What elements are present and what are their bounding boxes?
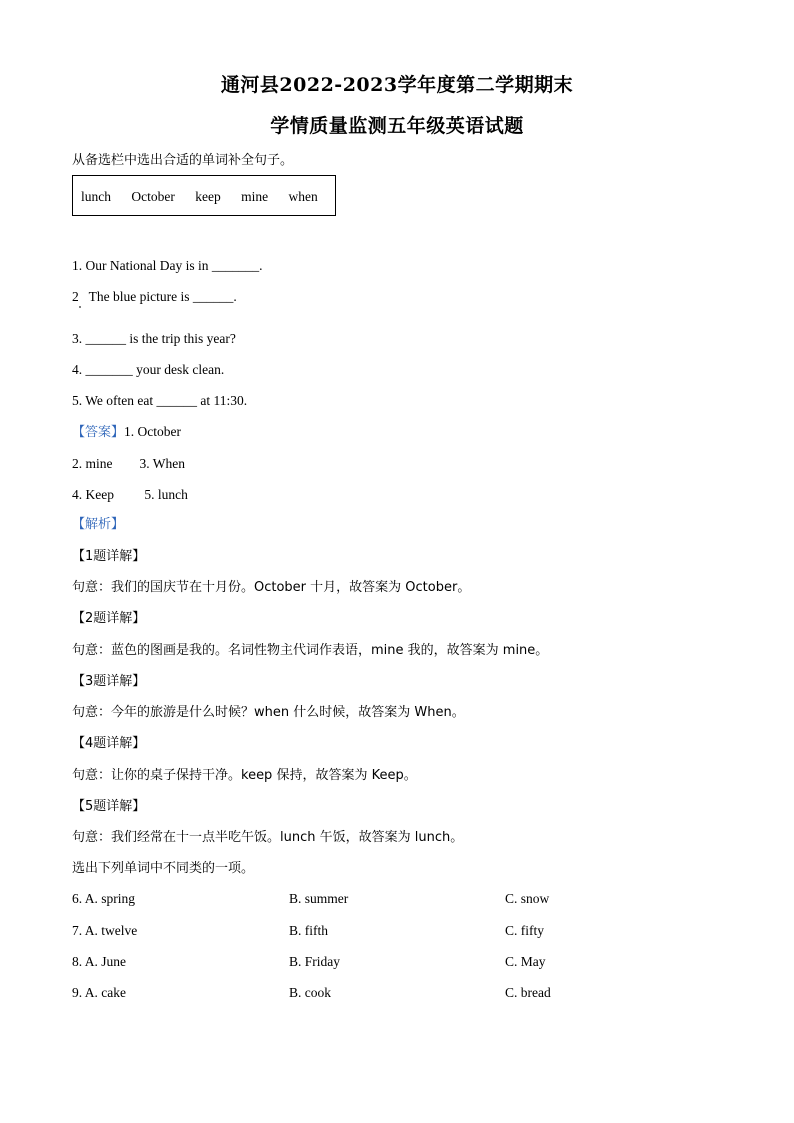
analysis-label: 【解析】: [72, 517, 125, 532]
word-bank-item: keep: [195, 189, 221, 204]
answer-row-3: 4. Keep 5. lunch: [72, 487, 188, 502]
word-bank-item: lunch: [81, 189, 111, 204]
detail-4-text: 句意：让你的桌子保持干净。keep 保持，故答案为 Keep。: [72, 768, 417, 783]
question-4: 4. _______ your desk clean.: [72, 362, 225, 377]
answer-text: 1. October: [124, 424, 181, 439]
q7-option-b: B. fifth: [289, 923, 328, 938]
word-bank-box: [72, 175, 336, 216]
exam-title-line-1: 通河县2022-2023学年度第二学期期末: [220, 74, 574, 96]
answer-row-2: 2. mine 3. When: [72, 456, 185, 471]
detail-1-text: 句意：我们的国庆节在十月份。October 十月，故答案为 October。: [72, 580, 471, 595]
word-bank-item: mine: [241, 189, 269, 204]
part2-instruction: 选出下列单词中不同类的一项。: [72, 861, 255, 876]
q6-option-b: B. summer: [289, 891, 349, 906]
q9-option-b: B. cook: [289, 985, 331, 1000]
q9-option-c: C. bread: [505, 985, 551, 1000]
stray-dot-mark: [79, 306, 81, 308]
detail-2-text: 句意：蓝色的图画是我的。名词性物主代词作表语，mine 我的，故答案为 mine。: [72, 643, 549, 658]
question-1: 1. Our National Day is in _______.: [72, 258, 263, 273]
q6-option-a: 6. A. spring: [72, 891, 136, 906]
detail-4-heading: 【4题详解】: [72, 736, 146, 751]
word-bank-item: October: [131, 189, 175, 204]
exam-title-line-2: 学情质量监测五年级英语试题: [270, 115, 524, 137]
q9-option-a: 9. A. cake: [72, 985, 126, 1000]
detail-5-heading: 【5题详解】: [72, 799, 146, 814]
q7-option-c: C. fifty: [505, 923, 544, 938]
detail-3-text: 句意：今年的旅游是什么时候？when 什么时候，故答案为 When。: [72, 705, 465, 720]
question-2: 2 The blue picture is ______.: [72, 289, 237, 304]
q8-option-b: B. Friday: [289, 954, 341, 969]
q7-option-a: 7. A. twelve: [72, 923, 138, 938]
word-bank-item: when: [288, 189, 318, 204]
detail-2-heading: 【2题详解】: [72, 611, 146, 626]
detail-5-text: 句意：我们经常在十一点半吃午饭。lunch 午饭，故答案为 lunch。: [72, 830, 464, 845]
part1-instruction: 从备选栏中选出合适的单词补全句子。: [72, 153, 294, 168]
q8-option-c: C. May: [505, 954, 546, 969]
detail-1-heading: 【1题详解】: [72, 549, 146, 564]
q6-option-c: C. snow: [505, 891, 550, 906]
question-5: 5. We often eat ______ at 11:30.: [72, 393, 248, 408]
detail-3-heading: 【3题详解】: [72, 674, 146, 689]
answer-label: 【答案】: [72, 425, 125, 440]
answer-row-1: [72, 423, 181, 442]
q8-option-a: 8. A. June: [72, 954, 126, 969]
question-3: 3. ______ is the trip this year?: [72, 331, 236, 346]
